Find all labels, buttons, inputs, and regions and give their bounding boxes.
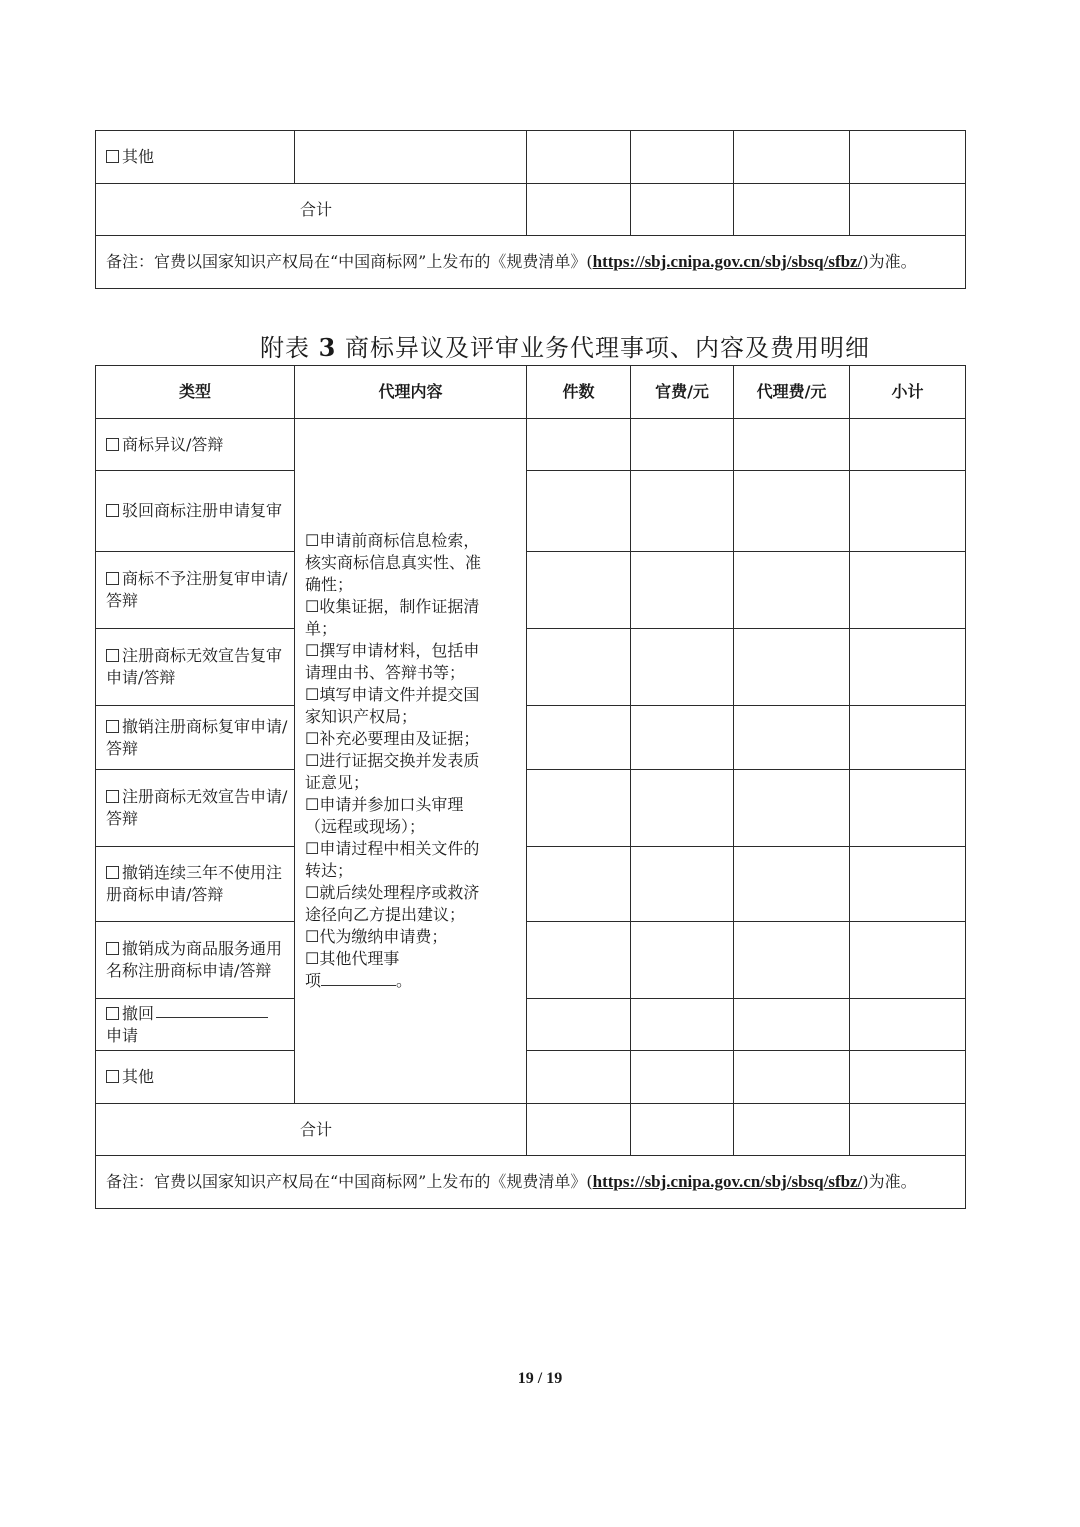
header-type: 类型: [96, 366, 295, 419]
opposition-review-fee-table: [95, 365, 966, 1209]
type-cell: 注册商标无效宣告复审申请/答辩: [96, 629, 295, 706]
type-cell: 撤销成为商品服务通用名称注册商标申请/答辩: [96, 922, 295, 999]
type-cell: 其他: [96, 1051, 295, 1104]
table-row: [96, 999, 966, 1051]
table-row: [96, 552, 966, 629]
type-cell: 商标异议/答辩: [96, 419, 295, 471]
total-row: [96, 1104, 966, 1156]
checkbox-icon[interactable]: [106, 438, 119, 451]
type-cell: 其他: [96, 131, 295, 184]
table-row: [96, 770, 966, 847]
fee-note: 备注：官费以国家知识产权局在“中国商标网”上发布的《规费清单》(https://sbj.cnipa.gov.cn/sbj/sbsq/sfbz/)为准。: [96, 236, 966, 289]
table-row: [96, 419, 966, 471]
checkbox-icon[interactable]: [106, 572, 119, 585]
checkbox-icon[interactable]: [106, 942, 119, 955]
checkbox-icon[interactable]: [106, 720, 119, 733]
agency-content-cell: ☐申请前商标信息检索， 核实商标信息真实性、准 确性； ☐收集证据，制作证据清 单； ☐撰写申请材料，包括申 请理由书、答辩书等； ☐填写申请文件并提交国 家知识产权局； ☐补充必要理由及证据； ☐进行证据交换并发表质 证意见； ☐申请并参加口头审理 （远程或现场）； ☐申请过程中相关文件的 转达； ☐就后续处理程序或救济 途径向乙方提出建议； ☐代为缴纳申请费； ☐其他代理事 项 。: [295, 419, 527, 1104]
fill-blank[interactable]: [321, 971, 396, 986]
checkbox-icon[interactable]: [106, 150, 119, 163]
table-row: [96, 471, 966, 552]
type-cell: 撤销注册商标复审申请/答辩: [96, 706, 295, 770]
checkbox-icon[interactable]: [106, 649, 119, 662]
header-official-fee: 官费/元: [631, 366, 734, 419]
type-cell: 注册商标无效宣告申请/答辩: [96, 770, 295, 847]
header-agent-fee: 代理费/元: [734, 366, 850, 419]
checkbox-icon[interactable]: [106, 504, 119, 517]
page-number: 19 / 19: [517, 1370, 563, 1387]
total-label: 合计: [96, 184, 527, 236]
type-cell: 驳回商标注册申请复审: [96, 471, 295, 552]
total-row: [96, 184, 966, 236]
fee-list-link[interactable]: https://sbj.cnipa.gov.cn/sbj/sbsq/sfbz/: [592, 1172, 863, 1191]
fee-list-link[interactable]: https://sbj.cnipa.gov.cn/sbj/sbsq/sfbz/: [592, 252, 863, 271]
type-cell-withdraw: 撤回 申请: [96, 999, 295, 1051]
total-label: 合计: [96, 1104, 527, 1156]
table-row: [96, 706, 966, 770]
checkbox-icon[interactable]: [106, 866, 119, 879]
note-row: [96, 1156, 966, 1209]
fee-table-continued: [95, 130, 966, 289]
header-count: 件数: [527, 366, 631, 419]
fee-note: 备注：官费以国家知识产权局在“中国商标网”上发布的《规费清单》(https://sbj.cnipa.gov.cn/sbj/sbsq/sfbz/)为准。: [96, 1156, 966, 1209]
table-row: [96, 922, 966, 999]
checkbox-icon[interactable]: [106, 790, 119, 803]
checkbox-icon[interactable]: [106, 1007, 119, 1020]
table-row: [96, 847, 966, 922]
type-cell: 商标不予注册复审申请/答辩: [96, 552, 295, 629]
fill-blank[interactable]: [156, 1003, 268, 1018]
header-row: [96, 366, 966, 419]
header-subtotal: 小计: [850, 366, 966, 419]
note-row: [96, 236, 966, 289]
checkbox-icon[interactable]: [106, 1070, 119, 1083]
table-row: [96, 131, 966, 184]
header-content: 代理内容: [295, 366, 527, 419]
type-cell: 撤销连续三年不使用注册商标申请/答辩: [96, 847, 295, 922]
table-row: [96, 629, 966, 706]
appendix-title: 附表 3 商标异议及评审业务代理事项、内容及费用明细: [260, 333, 870, 362]
table-row: [96, 1051, 966, 1104]
